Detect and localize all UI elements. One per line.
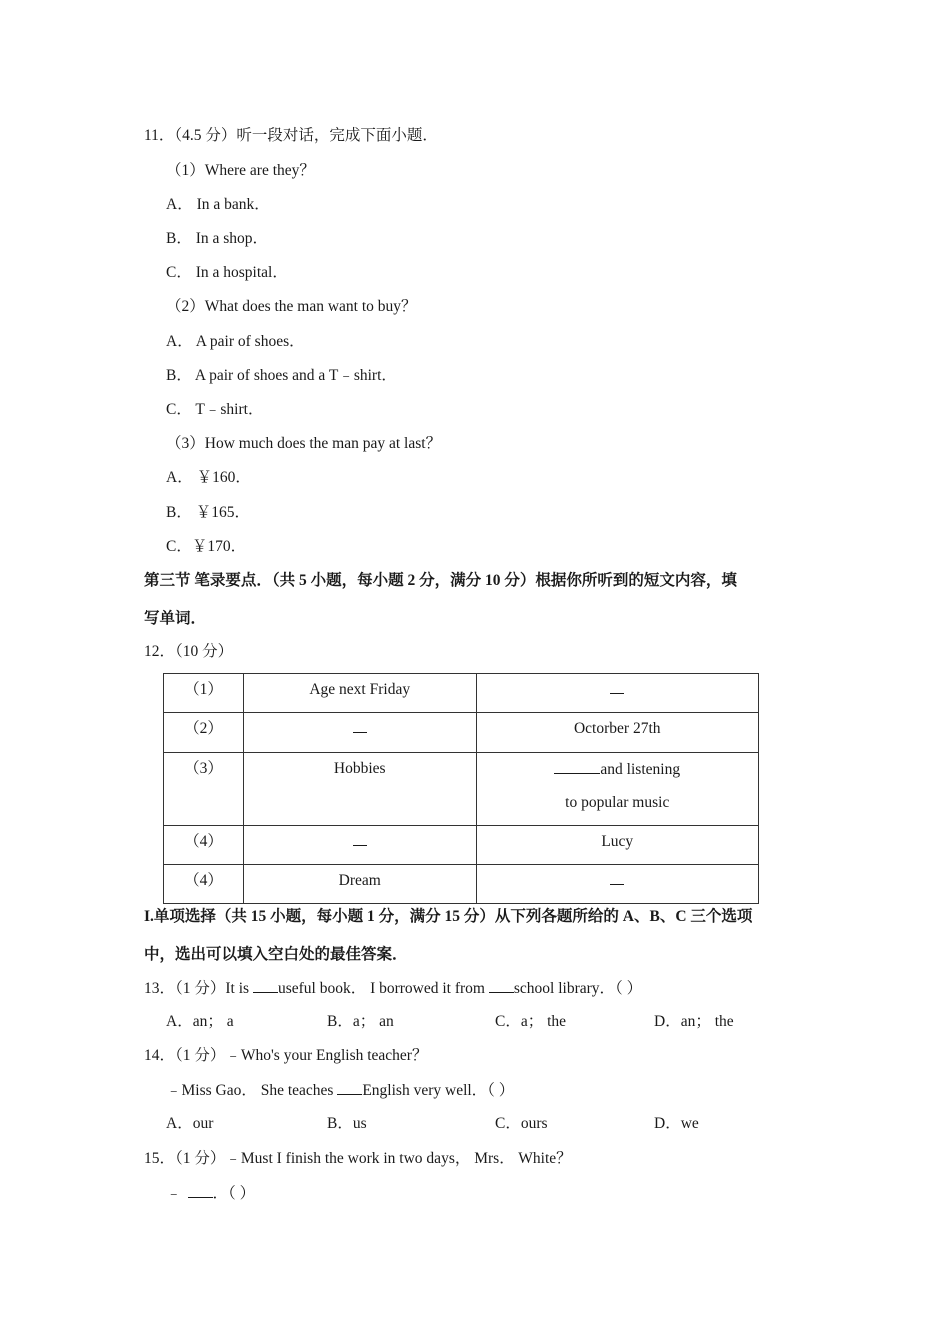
q15-header: 15．（1 分）﹣Must I finish the work in two days， Mrs． White？ xyxy=(144,1150,572,1167)
row-label: Age next Friday xyxy=(243,674,476,713)
row-number: （2） xyxy=(164,713,244,753)
q13-option-a[interactable]: A．an； a xyxy=(166,1013,234,1030)
row-value-line2: to popular music xyxy=(565,794,670,811)
answer-blank-cell xyxy=(243,713,476,753)
q14-option-d[interactable]: D．we xyxy=(654,1115,699,1132)
table-row xyxy=(164,865,759,904)
q11-sub1-option-a: A． In a bank． xyxy=(166,196,270,213)
table-row xyxy=(164,674,759,713)
row-value-multiline xyxy=(476,753,759,826)
section-i-heading-line1: I.单项选择（共 15 小题，每小题 1 分，满分 15 分）从下列各题所给的 A、B、C 三个选项 xyxy=(144,908,753,925)
row-number: （4） xyxy=(164,865,244,904)
q11-sub2-option-b: B． A pair of shoes and a T﹣shirt． xyxy=(166,367,397,384)
q13-option-b[interactable]: B．a； an xyxy=(327,1013,394,1030)
table-row xyxy=(164,713,759,753)
q14-option-a[interactable]: A．our xyxy=(166,1115,214,1132)
answer-blank[interactable] xyxy=(353,720,367,733)
row-value: Lucy xyxy=(476,826,759,865)
q11-sub3-prompt: （3）How much does the man pay at last？ xyxy=(166,435,442,452)
q13-option-c[interactable]: C．a； the xyxy=(495,1013,567,1030)
answer-blank[interactable] xyxy=(554,759,600,774)
section3-heading-line2: 写单词． xyxy=(144,610,207,627)
answer-blank-cell xyxy=(476,674,759,713)
answer-blank[interactable] xyxy=(610,872,624,885)
q11-sub1-prompt: （1）Where are they？ xyxy=(166,162,315,179)
q14-option-c[interactable]: C．ours xyxy=(495,1115,548,1132)
q14-stem: ﹣Miss Gao． She teaches English very well．（ ） xyxy=(166,1082,515,1099)
row-value: Octorber 27th xyxy=(476,713,759,753)
q11-sub3-option-c: C．￥170． xyxy=(166,538,247,555)
q11-sub3-option-a: A． ￥160． xyxy=(166,469,251,486)
row-number: （4） xyxy=(164,826,244,865)
q11-sub3-option-b: B． ￥165． xyxy=(166,504,250,521)
q11-sub2-prompt: （2）What does the man want to buy？ xyxy=(166,298,417,315)
q14-header: 14．（1 分）﹣Who's your English teacher？ xyxy=(144,1047,428,1064)
q14-option-b[interactable]: B．us xyxy=(327,1115,367,1132)
row-label: Hobbies xyxy=(243,753,476,826)
q12-table xyxy=(163,673,759,904)
section-i-heading-line2: 中，选出可以填入空白处的最佳答案． xyxy=(144,946,408,963)
answer-blank[interactable] xyxy=(353,833,367,846)
q11-sub2-option-c: C． T﹣shirt． xyxy=(166,401,264,418)
q11-header: 11．（4.5 分）听一段对话，完成下面小题． xyxy=(144,127,438,144)
q11-sub1-option-c: C． In a hospital． xyxy=(166,264,288,281)
q13-option-d[interactable]: D．an； the xyxy=(654,1013,734,1030)
answer-blank[interactable] xyxy=(610,681,624,694)
q11-sub2-option-a: A． A pair of shoes． xyxy=(166,333,305,350)
answer-blank[interactable] xyxy=(253,978,278,993)
q11-sub1-option-b: B． In a shop． xyxy=(166,230,269,247)
answer-blank-cell xyxy=(243,826,476,865)
q12-header: 12．（10 分） xyxy=(144,643,234,660)
q15-stem: ﹣ ．（ ） xyxy=(166,1185,256,1202)
row-value-line1: and listening xyxy=(600,761,681,778)
row-label: Dream xyxy=(243,865,476,904)
answer-blank[interactable] xyxy=(337,1080,362,1095)
row-number: （1） xyxy=(164,674,244,713)
answer-blank[interactable] xyxy=(489,978,514,993)
section3-heading-line1: 第三节 笔录要点．（共 5 小题，每小题 2 分，满分 10 分）根据你所听到的短文内容，填 xyxy=(144,572,737,589)
answer-blank-cell xyxy=(476,865,759,904)
q13-stem: 13．（1 分）It is useful book． I borrowed it from school library．（ ） xyxy=(144,980,643,997)
answer-blank[interactable] xyxy=(188,1183,213,1198)
table-row xyxy=(164,753,759,826)
row-number: （3） xyxy=(164,753,244,826)
table-row xyxy=(164,826,759,865)
